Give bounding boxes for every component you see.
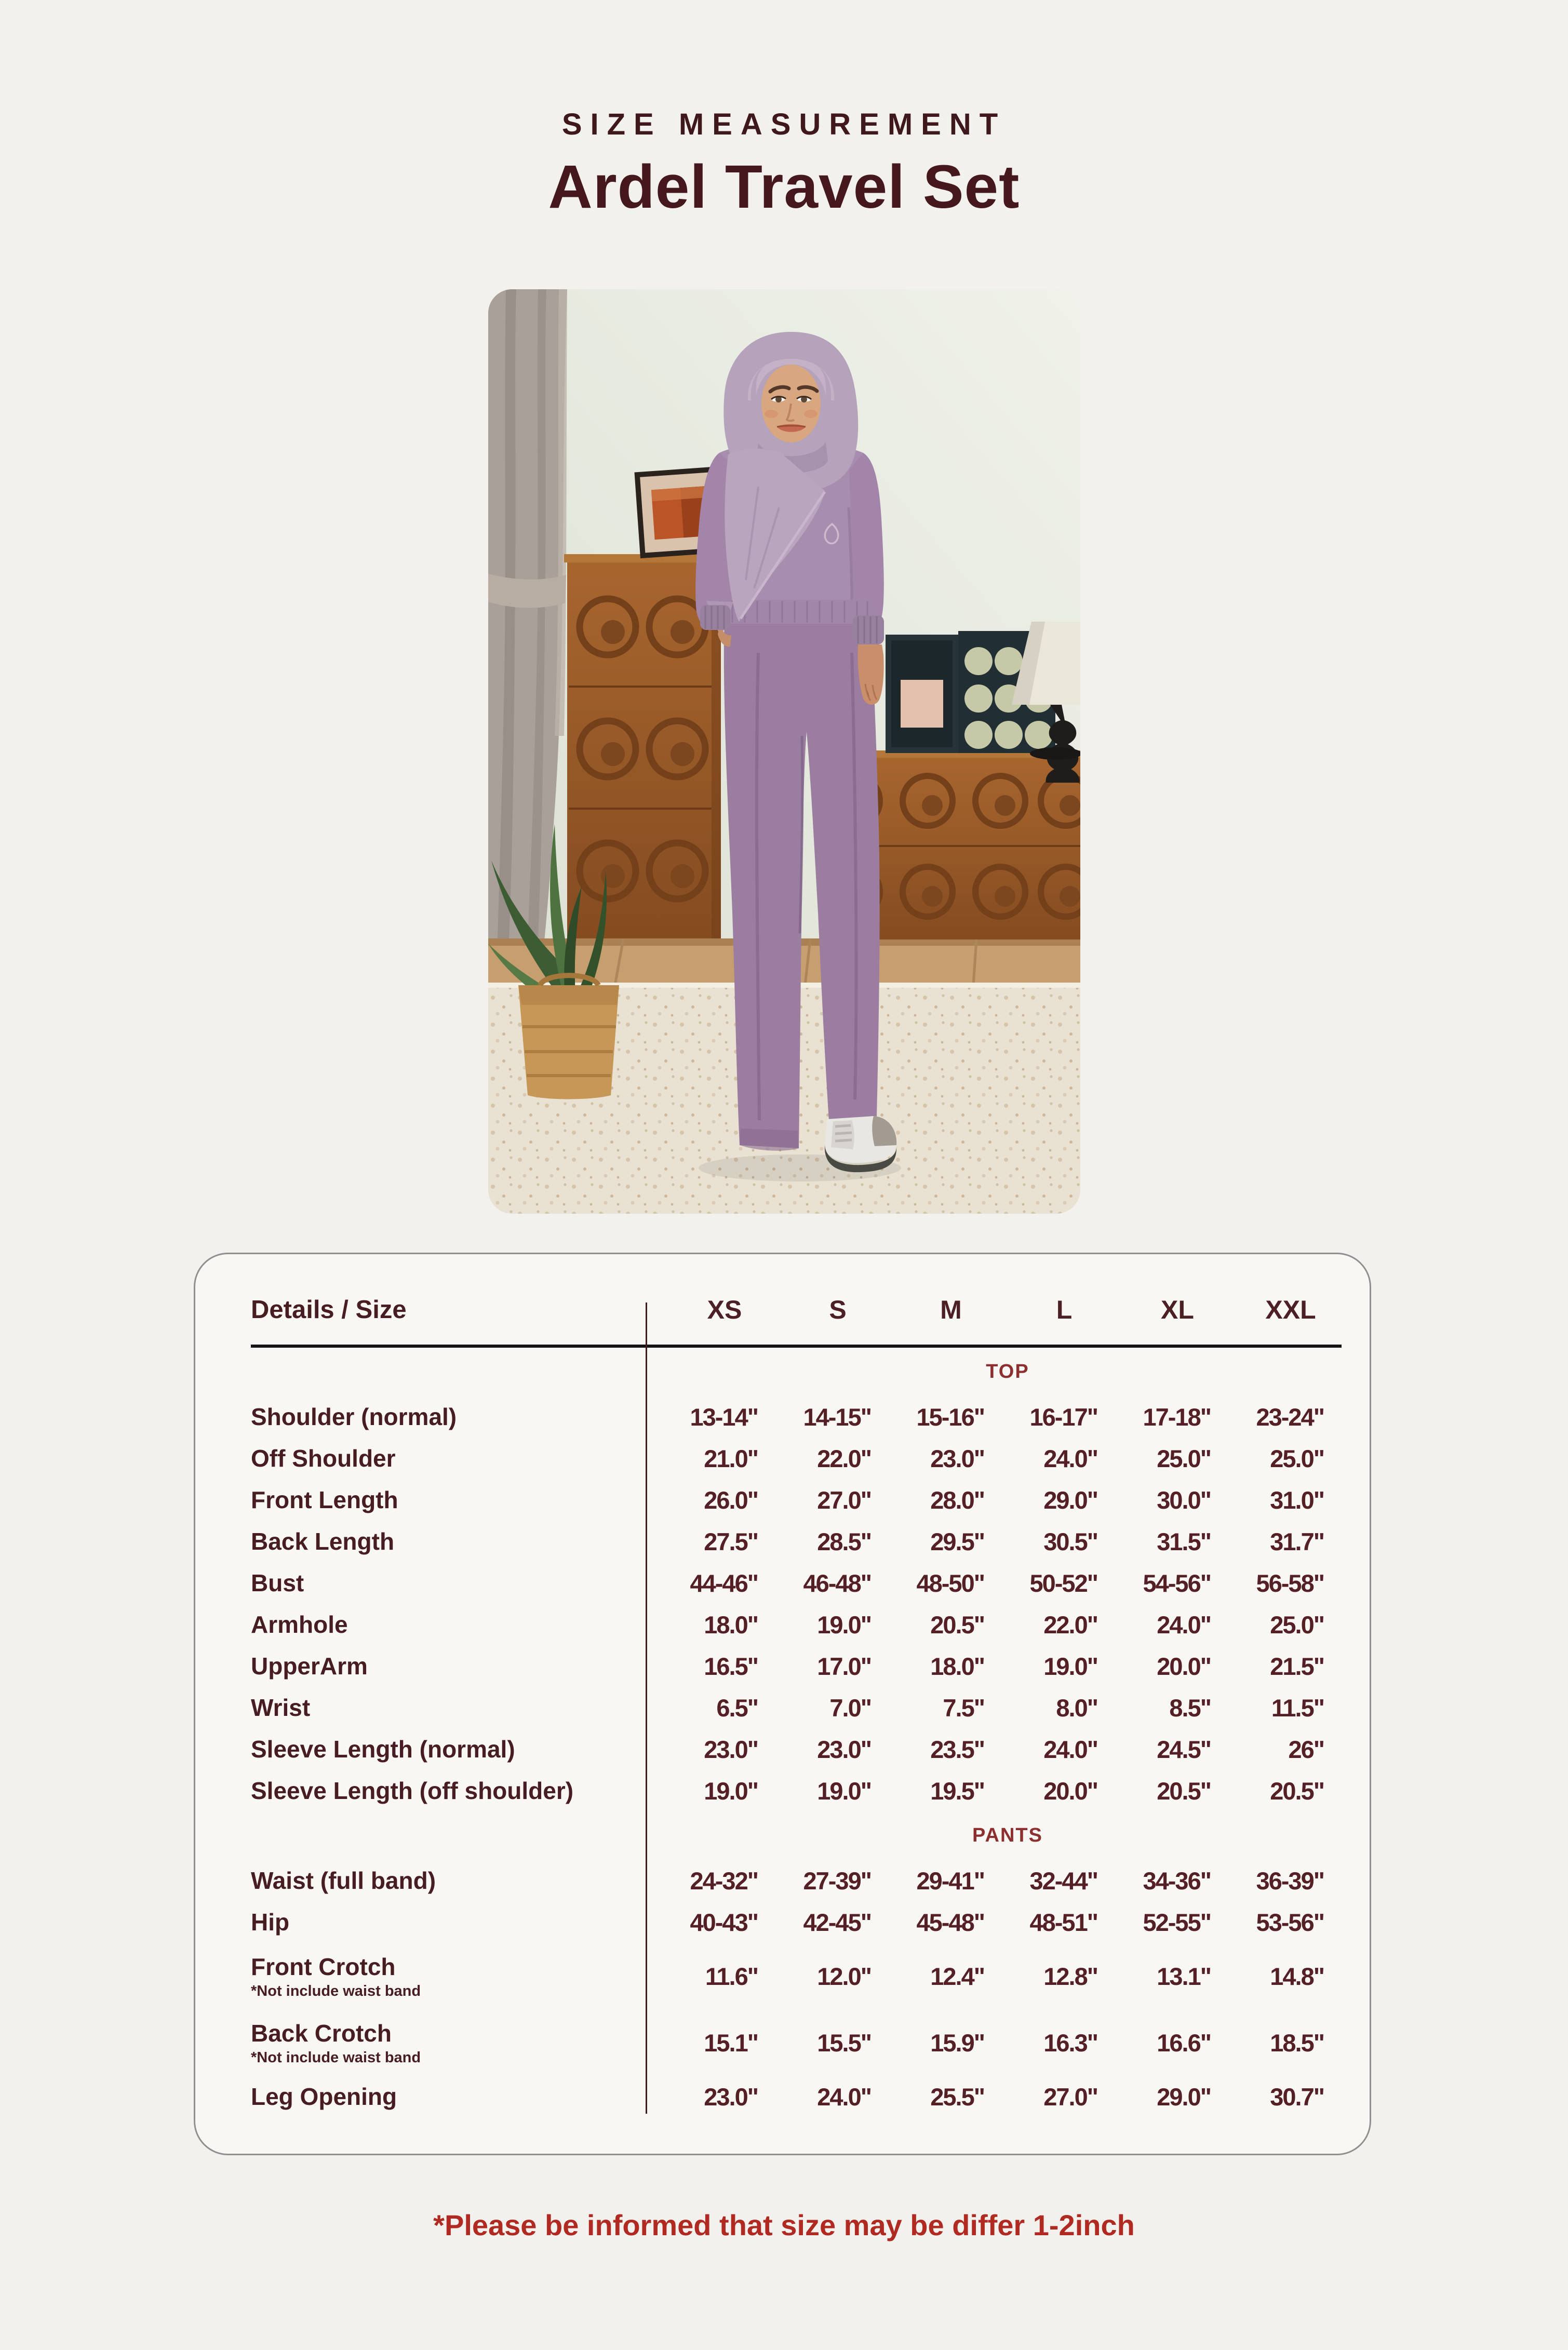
- row-label-wrap: [195, 1866, 668, 1895]
- measurement-cell: 23.0": [704, 2083, 758, 2111]
- measurement-cell: 24.0": [817, 2083, 871, 2111]
- page-title: Ardel Travel Set: [548, 153, 1020, 221]
- measurement-cell: 34-36": [1143, 1866, 1211, 1895]
- measurement-cell: 27.5": [704, 1527, 758, 1555]
- measurement-cell: 27.0": [817, 1486, 871, 1514]
- measurement-cell: 23.5": [930, 1735, 984, 1763]
- table-row: [195, 1687, 1370, 1728]
- size-column-header-xl: XL: [1161, 1295, 1194, 1324]
- measurement-cell: 24-32": [690, 1866, 758, 1895]
- measurement-cell: 8.5": [1169, 1694, 1211, 1722]
- measurement-cell: 25.0": [1270, 1444, 1324, 1472]
- table-row: [195, 1562, 1370, 1604]
- measurement-cell: 13.1": [1157, 1962, 1211, 1990]
- framed-art-blush: [886, 635, 958, 753]
- measurement-cell: 21.5": [1270, 1652, 1324, 1680]
- basket: [518, 975, 619, 1099]
- measurement-cell: 26": [1288, 1735, 1324, 1763]
- measurement-cell: 48-50": [916, 1569, 984, 1597]
- table-corner-label: Details / Size: [251, 1296, 407, 1324]
- photo-scene: [488, 289, 1080, 1214]
- row-label-wrap: [195, 1569, 668, 1597]
- measurement-cell: 18.0": [930, 1652, 984, 1680]
- row-label: Wrist: [251, 1694, 311, 1721]
- row-label-wrap: [195, 1735, 668, 1763]
- table-row: [195, 1901, 1370, 1943]
- measurement-cell: 31.5": [1157, 1527, 1211, 1555]
- table-body: [195, 1348, 1370, 2117]
- measurement-cell: 22.0": [1043, 1610, 1097, 1639]
- measurement-cell: 27-39": [803, 1866, 871, 1895]
- row-label: Front Crotch: [251, 1953, 396, 1980]
- measurement-cell: 15.9": [930, 2029, 984, 2057]
- measurement-cell: 19.0": [817, 1777, 871, 1805]
- measurement-cell: 15.1": [704, 2029, 758, 2057]
- measurement-cell: 11.5": [1271, 1694, 1324, 1722]
- measurement-cell: 53-56": [1256, 1908, 1324, 1936]
- measurement-cell: 20.5": [930, 1610, 984, 1639]
- measurement-cell: 14-15": [803, 1403, 871, 1431]
- measurement-cell: 12.4": [930, 1962, 984, 1990]
- measurement-cell: 17.0": [817, 1652, 871, 1680]
- row-label-wrap: [195, 2083, 668, 2111]
- measurement-cell: 16.5": [704, 1652, 758, 1680]
- size-column-header-xxl: XXL: [1265, 1295, 1316, 1324]
- measurement-cell: 31.7": [1270, 1527, 1324, 1555]
- measurement-cell: 29.0": [1157, 2083, 1211, 2111]
- table-row: [195, 1396, 1370, 1438]
- table-header-row: [195, 1254, 1370, 1345]
- measurement-cell: 45-48": [916, 1908, 984, 1936]
- row-label: Hip: [251, 1909, 290, 1936]
- table-row: [195, 1604, 1370, 1645]
- row-label-wrap: [195, 1444, 668, 1472]
- row-label-wrap: [195, 1610, 668, 1639]
- measurement-cell: 19.5": [930, 1777, 984, 1805]
- size-disclaimer: *Please be informed that size may be differ 1-2inch: [433, 2209, 1135, 2241]
- measurement-cell: 36-39": [1256, 1866, 1324, 1895]
- measurement-cell: 52-55": [1143, 1908, 1211, 1936]
- measurement-cell: 16-17": [1029, 1403, 1097, 1431]
- measurement-cell: 6.5": [716, 1694, 758, 1722]
- measurement-cell: 21.0": [704, 1444, 758, 1472]
- table-row: [195, 1860, 1370, 1901]
- measurement-cell: 12.0": [817, 1962, 871, 1990]
- row-label-wrap: [195, 1527, 668, 1555]
- table-row: [195, 1438, 1370, 1479]
- measurement-cell: 25.0": [1157, 1444, 1211, 1472]
- row-label: Off Shoulder: [251, 1445, 396, 1472]
- table-row: [195, 1645, 1370, 1687]
- row-label-wrap: [195, 1486, 668, 1514]
- measurement-cell: 28.0": [930, 1486, 984, 1514]
- row-label: UpperArm: [251, 1653, 368, 1680]
- measurement-cell: 14.8": [1270, 1962, 1324, 1990]
- measurement-cell: 17-18": [1143, 1403, 1211, 1431]
- row-label-wrap: [195, 1777, 668, 1805]
- row-label-wrap: [195, 1908, 668, 1936]
- measurement-cell: 19.0": [817, 1610, 871, 1639]
- measurement-cell: 19.0": [704, 1777, 758, 1805]
- measurement-cell: 24.5": [1157, 1735, 1211, 1763]
- row-label-wrap: [195, 1694, 668, 1722]
- size-column-header-m: M: [940, 1295, 962, 1324]
- measurement-cell: 20.0": [1157, 1652, 1211, 1680]
- measurement-cell: 20.0": [1043, 1777, 1097, 1805]
- row-label: Sleeve Length (normal): [251, 1736, 515, 1763]
- measurement-cell: 23.0": [817, 1735, 871, 1763]
- measurement-cell: 18.0": [704, 1610, 758, 1639]
- measurement-cell: 27.0": [1043, 2083, 1097, 2111]
- product-photo: [488, 289, 1080, 1214]
- page-eyebrow: SIZE MEASUREMENT: [561, 108, 1007, 141]
- table-row: [195, 1728, 1370, 1770]
- table-row: [195, 1479, 1370, 1521]
- measurement-cell: 20.5": [1157, 1777, 1211, 1805]
- measurement-cell: 23-24": [1256, 1403, 1324, 1431]
- table-row: [195, 2076, 1370, 2117]
- measurement-cell: 15.5": [817, 2029, 871, 2057]
- row-label-wrap: [195, 1652, 668, 1680]
- measurement-cell: 46-48": [803, 1569, 871, 1597]
- row-label-wrap: [195, 1953, 668, 2000]
- row-label: Waist (full band): [251, 1867, 436, 1894]
- measurement-cell: 54-56": [1143, 1569, 1211, 1597]
- row-label-wrap: [195, 1403, 668, 1431]
- measurement-cell: 26.0": [704, 1486, 758, 1514]
- size-column-header-xs: XS: [707, 1295, 742, 1324]
- measurement-cell: 25.5": [930, 2083, 984, 2111]
- section-header-label: TOP: [986, 1361, 1029, 1382]
- measurement-cell: 16.3": [1043, 2029, 1097, 2057]
- measurement-cell: 48-51": [1029, 1908, 1097, 1936]
- row-label: Back Crotch: [251, 2019, 392, 2047]
- row-label-wrap: [195, 2019, 668, 2066]
- table-row: [195, 1770, 1370, 1811]
- measurement-cell: 42-45": [803, 1908, 871, 1936]
- measurement-cell: 8.0": [1056, 1694, 1097, 1722]
- section-header: [195, 1348, 1370, 1396]
- measurement-cell: 56-58": [1256, 1569, 1324, 1597]
- measurement-cell: 19.0": [1043, 1652, 1097, 1680]
- size-column-header-s: S: [829, 1295, 847, 1324]
- measurement-cell: 23.0": [704, 1735, 758, 1763]
- measurement-cell: 20.5": [1270, 1777, 1324, 1805]
- measurement-cell: 11.6": [705, 1962, 758, 1990]
- row-label: Back Length: [251, 1528, 395, 1555]
- row-label: Armhole: [251, 1611, 348, 1638]
- measurement-cell: 30.7": [1270, 2083, 1324, 2111]
- measurement-cell: 24.0": [1043, 1735, 1097, 1763]
- row-label: Sleeve Length (off shoulder): [251, 1777, 574, 1804]
- measurement-cell: 30.5": [1043, 1527, 1097, 1555]
- size-column-header-l: L: [1056, 1295, 1073, 1324]
- row-label: Bust: [251, 1569, 304, 1596]
- measurement-cell: 31.0": [1270, 1486, 1324, 1514]
- section-header-label: PANTS: [972, 1824, 1043, 1846]
- measurement-cell: 7.5": [943, 1694, 984, 1722]
- measurement-cell: 50-52": [1029, 1569, 1097, 1597]
- measurement-cell: 16.6": [1157, 2029, 1211, 2057]
- row-label: Leg Opening: [251, 2083, 397, 2110]
- row-note: *Not include waist band: [251, 1982, 421, 1999]
- row-label: Front Length: [251, 1486, 398, 1513]
- measurement-cell: 29.0": [1043, 1486, 1097, 1514]
- measurement-cell: 44-46": [690, 1569, 758, 1597]
- size-table-card: [194, 1253, 1371, 2155]
- measurement-cell: 15-16": [916, 1403, 984, 1431]
- measurement-cell: 13-14": [690, 1403, 758, 1431]
- section-header: [195, 1811, 1370, 1860]
- measurement-cell: 32-44": [1029, 1866, 1097, 1895]
- measurement-cell: 22.0": [817, 1444, 871, 1472]
- table-row: [195, 1943, 1370, 2009]
- measurement-cell: 30.0": [1157, 1486, 1211, 1514]
- measurement-cell: 12.8": [1043, 1962, 1097, 1990]
- measurement-cell: 29-41": [916, 1866, 984, 1895]
- measurement-cell: 29.5": [930, 1527, 984, 1555]
- measurement-cell: 18.5": [1270, 2029, 1324, 2057]
- measurement-cell: 24.0": [1043, 1444, 1097, 1472]
- measurement-cell: 23.0": [930, 1444, 984, 1472]
- row-label: Shoulder (normal): [251, 1403, 457, 1430]
- measurement-cell: 28.5": [817, 1527, 871, 1555]
- table-row: [195, 2009, 1370, 2076]
- row-note: *Not include waist band: [251, 2049, 421, 2066]
- measurement-cell: 7.0": [829, 1694, 871, 1722]
- table-divider: [646, 1302, 647, 2114]
- measurement-cell: 40-43": [690, 1908, 758, 1936]
- measurement-cell: 24.0": [1157, 1610, 1211, 1639]
- measurement-cell: 25.0": [1270, 1610, 1324, 1639]
- table-row: [195, 1521, 1370, 1562]
